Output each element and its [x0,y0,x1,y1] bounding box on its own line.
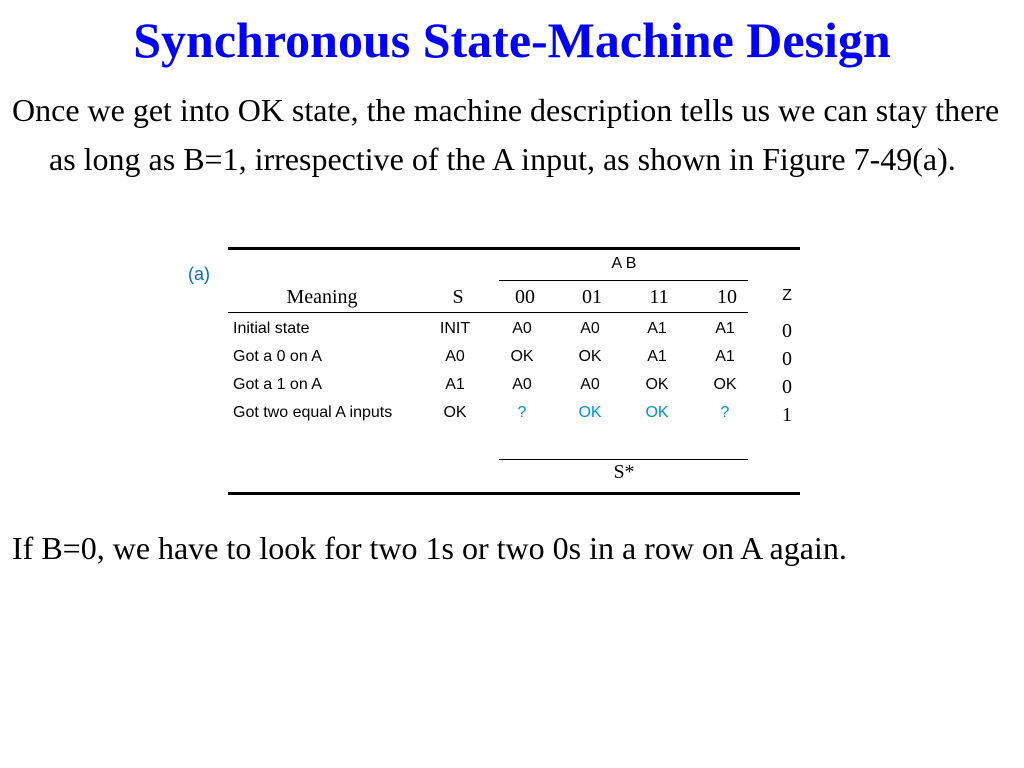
row-next-11: OK [645,404,669,421]
header-ab: A B [611,255,637,272]
row-state: A0 [445,348,465,365]
header-s: S [452,286,464,308]
row-next-01: OK [578,348,602,365]
header-col-11: 11 [649,286,669,308]
row-next-11: OK [645,376,669,393]
table-bottom-rule [228,492,800,495]
row-next-10: A1 [715,320,735,337]
row-state: A1 [445,376,465,393]
header-z: Z [782,287,792,304]
row-next-11: A1 [647,320,667,337]
row-next-00: OK [510,348,534,365]
header-col-10: 10 [717,286,737,308]
slide-title: Synchronous State-Machine Design [133,12,891,68]
header-col-01: 01 [582,286,602,308]
header-col-00: 00 [515,286,535,308]
row-z: 0 [782,348,792,370]
paragraph-b-zero: If B=0, we have to look for two 1s or two 0s in a row on A again. [12,530,847,566]
paragraph-ok-state: Once we get into OK state, the machine description tells us we can stay there as long as B=1, irrespective of the A input, as shown in Figure 7-49(a). [12,92,1000,177]
row-next-00: A0 [512,376,532,393]
row-meaning: Got a 0 on A [233,348,322,365]
row-next-01: A0 [580,376,600,393]
row-next-01: OK [578,404,602,421]
ab-underline-rule [499,280,748,281]
row-meaning: Initial state [233,320,310,337]
row-next-10: OK [713,376,737,393]
row-next-10: ? [720,404,730,421]
row-next-00: A0 [512,320,532,337]
row-next-10: A1 [715,348,735,365]
row-next-00: ? [517,404,527,421]
row-z: 0 [782,376,792,398]
row-z: 1 [782,404,792,426]
row-state: OK [443,404,467,421]
row-z: 0 [782,320,792,342]
figure-label: (a) [188,264,210,284]
row-next-01: A0 [580,320,600,337]
header-meaning: Meaning [286,286,358,308]
row-meaning: Got two equal A inputs [233,404,393,421]
row-meaning: Got a 1 on A [233,376,322,393]
row-state: INIT [439,320,471,337]
table-top-rule [228,247,800,250]
next-state-rule [499,459,748,460]
header-bottom-rule [228,312,748,313]
row-next-11: A1 [647,348,667,365]
next-state-label: S* [613,461,635,483]
